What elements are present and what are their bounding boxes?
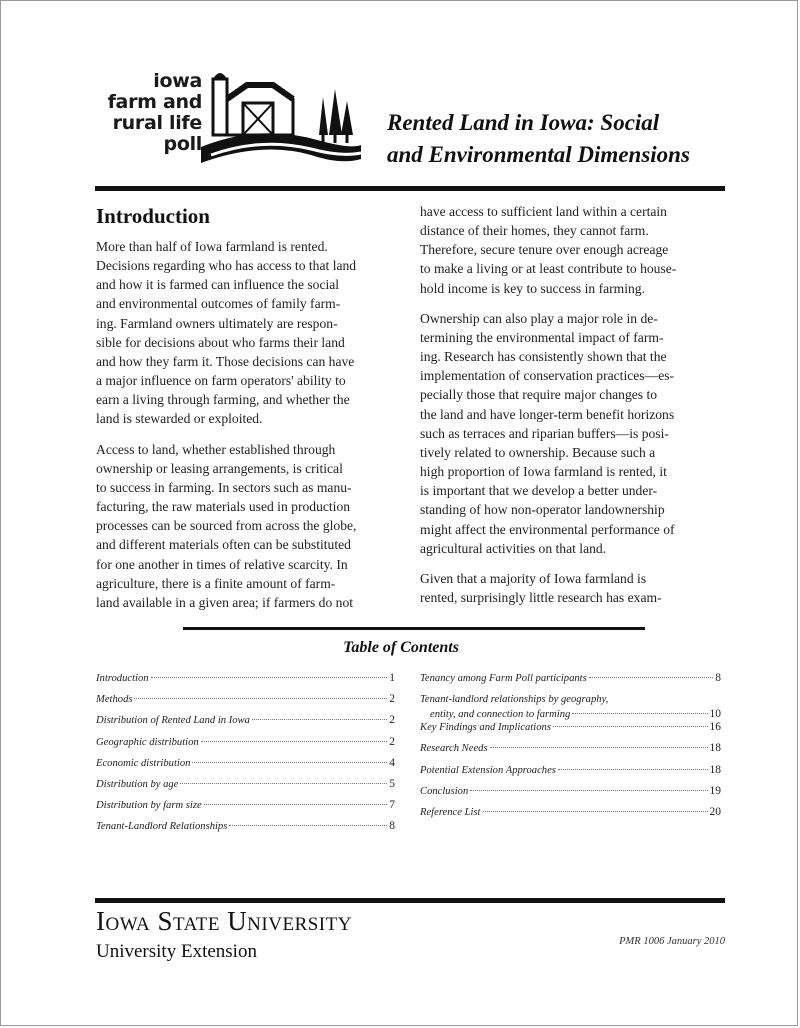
paragraph <box>420 202 730 298</box>
text-line: standing of how non-operator landownership <box>420 502 665 518</box>
toc-leader-dots <box>558 769 708 770</box>
toc-leader-dots <box>553 726 708 727</box>
toc-entry-label: Distribution by farm size <box>96 800 202 812</box>
toc-entry[interactable] <box>420 785 721 806</box>
logo-line: farm and <box>107 91 202 113</box>
text-line: distance of their homes, they cannot farm. <box>420 223 649 239</box>
text-line: land is stewarded or exploited. <box>96 411 263 427</box>
toc-entry-continuation <box>420 707 721 722</box>
text-line: and how it is farmed can influence the social <box>96 277 340 293</box>
text-line: agriculture, there is a finite amount of farm- <box>96 575 336 591</box>
toc-entry[interactable] <box>96 714 395 735</box>
text-line: for one another in times of relative scarcity. In <box>96 556 348 572</box>
toc-entry[interactable] <box>96 757 395 778</box>
text-line: agricultural activities on that land. <box>420 540 607 556</box>
text-line: More than half of Iowa farmland is rented. <box>96 239 328 254</box>
section-heading: Introduction <box>96 204 210 228</box>
toc-entry-page: 20 <box>709 805 721 818</box>
toc-entry[interactable] <box>96 672 395 693</box>
toc-entry[interactable] <box>96 820 395 841</box>
toc-leader-dots <box>151 677 388 678</box>
title-line: and Environmental Dimensions <box>387 142 690 167</box>
toc-entry-label: Tenant-landlord relationships by geography, <box>420 694 609 706</box>
title-line: Rented Land in Iowa: Social <box>387 110 660 135</box>
university-wordmark: Iowa State University <box>96 906 352 936</box>
toc-entry-page: 18 <box>709 763 721 776</box>
toc-leader-dots <box>490 747 708 748</box>
text-line: and different materials often can be substituted <box>96 537 351 553</box>
text-line: ing. Farmland owners ultimately are respon- <box>96 315 338 331</box>
toc-entry[interactable] <box>96 778 395 799</box>
paragraph <box>96 237 406 429</box>
text-line: and how they farm it. Those decisions can have <box>96 353 355 369</box>
toc-leader-dots <box>572 713 707 714</box>
toc-rule <box>183 627 645 630</box>
toc-entry-label: Distribution by age <box>96 778 179 790</box>
text-line: sible for decisions about who farms their land <box>96 334 345 350</box>
logo-line: iowa <box>153 70 202 92</box>
text-line: Given that a majority of Iowa farmland is <box>420 570 647 586</box>
toc-entry-page: 10 <box>709 708 721 721</box>
toc-entry-page: 18 <box>709 742 721 755</box>
toc-entry[interactable] <box>420 742 721 763</box>
toc-entry-page: 2 <box>389 714 395 727</box>
toc-leader-dots <box>470 790 707 791</box>
text-line: Decisions regarding who has access to that land <box>96 258 357 274</box>
toc-leader-dots <box>589 677 714 678</box>
text-line: might affect the environmental performance of <box>420 521 675 537</box>
text-line: tively related to ownership. Because such a <box>420 444 656 460</box>
footer-rule <box>95 898 725 903</box>
text-line: hold income is key to success in farming. <box>420 280 646 296</box>
toc-entry-page: 2 <box>389 693 395 706</box>
toc-leader-dots <box>201 741 388 742</box>
text-line: facturing, the raw materials used in production <box>96 499 351 515</box>
toc-entry[interactable] <box>420 806 721 827</box>
toc-entry-label: Research Needs <box>420 743 488 755</box>
left-text-column <box>96 237 406 623</box>
toc-entry-page: 1 <box>389 672 395 684</box>
text-line: implementation of conservation practices—es- <box>420 368 675 384</box>
text-line: pecially those that require major changes to <box>420 387 658 403</box>
toc-entry[interactable] <box>420 721 721 742</box>
toc-entry-label: entity, and connection to farming <box>430 709 571 721</box>
extension-name: University Extension <box>96 941 257 962</box>
text-line: Therefore, secure tenure over enough acreage <box>420 242 669 258</box>
toc-entry-label: Distribution of Rented Land in Iowa <box>96 715 250 727</box>
text-line: land available in a given area; if farmers do not <box>96 594 354 610</box>
toc-entry-label: Reference List <box>420 806 481 818</box>
toc-entry-page: 7 <box>389 799 395 812</box>
toc-entry[interactable] <box>420 693 721 721</box>
toc-entry-label: Tenancy among Farm Poll participants <box>420 673 587 684</box>
barn-logo-icon <box>201 63 371 183</box>
toc-leader-dots <box>483 811 708 812</box>
paragraph <box>96 440 406 612</box>
toc-left-column <box>96 672 395 842</box>
toc-entry-label: Economic distribution <box>96 757 191 769</box>
text-line: ownership or leasing arrangements, is critical <box>96 460 343 476</box>
text-line: Ownership can also play a major role in de- <box>420 310 658 326</box>
toc-entry-page: 16 <box>709 721 721 734</box>
toc-entry-page: 8 <box>715 672 721 684</box>
text-line: rented, surprisingly little research has exam- <box>420 589 662 605</box>
publication-number: PMR 1006 January 2010 <box>619 936 725 947</box>
toc-leader-dots <box>134 698 387 699</box>
toc-entry-page: 5 <box>389 777 395 790</box>
toc-entry-page: 4 <box>389 756 395 769</box>
text-line: to success in farming. In sectors such as manu- <box>96 479 352 495</box>
text-line: processes can be sourced from across the globe, <box>96 518 357 534</box>
toc-right-column <box>420 672 721 827</box>
paragraph <box>420 309 730 558</box>
toc-entry[interactable] <box>96 693 395 714</box>
toc-entry-label: Methods <box>96 694 133 706</box>
toc-entry-label: Conclusion <box>420 785 469 797</box>
header-rule <box>95 186 725 191</box>
toc-entry-label: Key Findings and Implications <box>420 722 551 734</box>
text-line: to make a living or at least contribute to house- <box>420 261 677 277</box>
toc-entry[interactable] <box>96 799 395 820</box>
toc-leader-dots <box>180 783 387 784</box>
toc-leader-dots <box>204 804 388 805</box>
document-title <box>387 107 690 171</box>
toc-entry[interactable] <box>96 736 395 757</box>
text-line: ing. Research has consistently shown that the <box>420 349 667 365</box>
toc-entry-page: 19 <box>709 784 721 797</box>
text-line: a major influence on farm operators' ability to <box>96 373 346 389</box>
text-line: termining the environmental impact of farm- <box>420 329 664 345</box>
logo-line: poll <box>163 133 202 155</box>
paragraph <box>420 569 730 607</box>
toc-entry[interactable] <box>420 672 721 693</box>
toc-entry[interactable] <box>420 764 721 785</box>
toc-leader-dots <box>229 825 387 826</box>
toc-entry-label: Geographic distribution <box>96 736 199 748</box>
text-line: the land and have longer-term benefit horizons <box>420 406 675 422</box>
text-line: such as terraces and riparian buffers—is posi- <box>420 425 669 441</box>
poll-logo-text <box>97 71 202 155</box>
toc-title: Table of Contents <box>343 639 459 656</box>
text-line: Access to land, whether established through <box>96 441 336 457</box>
toc-leader-dots <box>252 719 387 720</box>
text-line: earn a living through farming, and whether the <box>96 392 350 408</box>
toc-entry-page: 2 <box>389 735 395 748</box>
text-line: is important that we develop a better under- <box>420 483 658 499</box>
right-text-column <box>420 202 730 618</box>
logo-line: rural life <box>112 112 202 134</box>
toc-entry-label: Tenant-Landlord Relationships <box>96 821 228 833</box>
toc-entry-label: Introduction <box>96 673 149 684</box>
text-line: and environmental outcomes of family farm- <box>96 296 341 312</box>
toc-entry-page: 8 <box>389 820 395 833</box>
toc-leader-dots <box>192 762 387 763</box>
toc-entry-label: Potential Extension Approaches <box>420 764 556 776</box>
text-line: have access to sufficient land within a certain <box>420 204 667 219</box>
text-line: high proportion of Iowa farmland is rented, it <box>420 464 667 480</box>
